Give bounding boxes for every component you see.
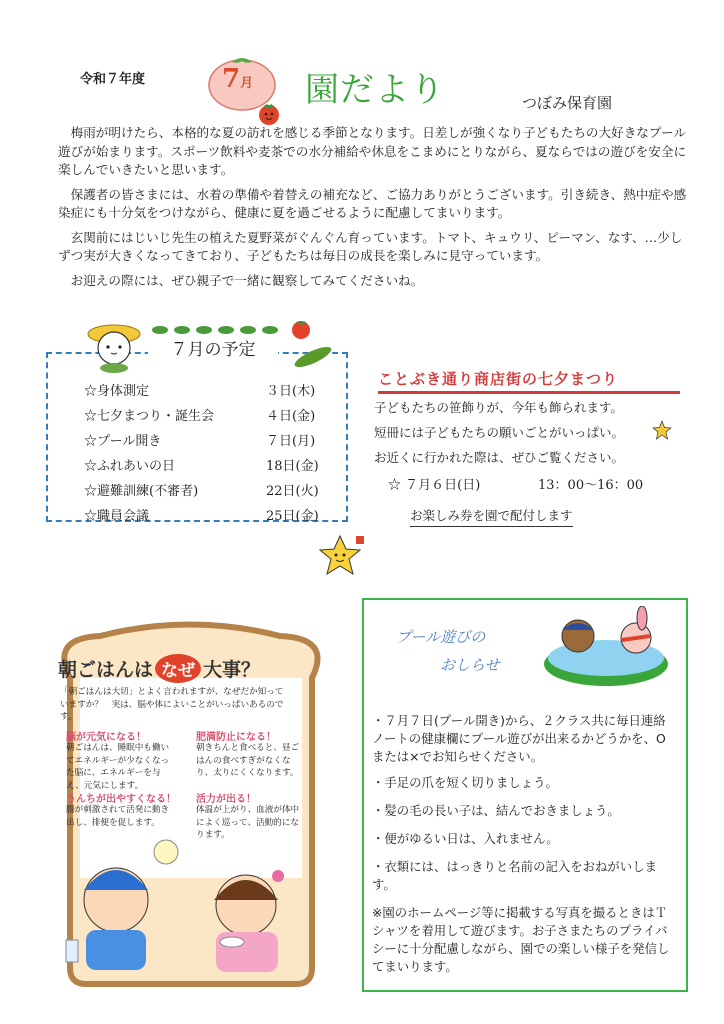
star-character-icon (318, 534, 366, 578)
intro-paragraph: 保護者の皆さまには、水着の準備や着替えの補充など、ご協力ありがとうございます。引き続き、熱中症や感染症にも十分気をつけながら、健康に夏を過ごせるように配慮してまいります。 (58, 186, 687, 220)
breakfast-text: 朝きちんと食べると、昼ごはんの食べすぎがなくなり、太りにくくなります。 (196, 743, 300, 778)
cat-farmer-icon (84, 318, 144, 374)
schedule-title: ７月の予定 (148, 336, 278, 364)
tanabata-line: 短冊には子どもたちの願いごとがいっぱい。 (374, 425, 625, 440)
breakfast-lead: 「朝ごはんは大切」とよく言われますが、なぜだか知っていますか？ 実は、脳や体によいことがいっぱいあるのです。 (60, 687, 284, 722)
breakfast-subtitle: 肥満防止になる！ (196, 732, 276, 743)
intro-paragraph: 玄関前にはじいじ先生の植えた夏野菜がぐんぐん育っています。トマト、キュウリ、ピーマン、なす、…少しずつ実が大きくなってきており、子どもたちは毎日の成長を楽しみに見守っています。 (58, 229, 683, 263)
fiscal-year: 令和７年度 (80, 72, 146, 87)
pool-notice-item: ・便がゆるい日は、入れません。 (372, 831, 559, 846)
breakfast-subtitle: 脳が元気になる！ (66, 732, 146, 743)
pool-notice-item: ・衣類には、はっきりと名前の記入をおねがいします。 (372, 859, 657, 892)
newsletter-title: 園だより (305, 70, 445, 110)
school-name: つぼみ保育園 (522, 94, 613, 112)
pool-notice-item: ・７月７日(プール開き)から、２クラス共に毎日連絡ノートの健康欄にプール遊びが出来るかどうかを、Oまたは×でお知らせください。 (372, 713, 666, 764)
breakfast-text: 腸が刺激されて活発に動き出し、排便を促します。 (66, 805, 170, 828)
pool-notice-item: ・髪の毛の長い子は、結んでおきましょう。 (372, 803, 620, 818)
tomato-icon (288, 318, 314, 340)
pool-title-line2: おしらせ (440, 656, 500, 674)
tanabata-line: お近くに行かれた際は、ぜひご覧ください。 (374, 450, 625, 465)
breakfast-subtitle: 活力が出る！ (196, 794, 256, 805)
pool-notice-item: ・手足の爪を短く切りましょう。 (372, 775, 558, 790)
cucumber-icon (290, 344, 336, 370)
pool-photo-note: ※園のホームページ等に掲載する写真を撮るときはＴシャツを着用して遊びます。お子さまたちのプライバシーに十分配慮しながら、園での楽しい様子を発信してまいります。 (372, 905, 670, 974)
pool-animals-icon (540, 606, 672, 692)
children-eating-icon (56, 830, 306, 980)
breakfast-text: 体温が上がり、血液が体中によく巡って、活動的になります。 (196, 805, 300, 840)
sparkle-star-icon (652, 420, 672, 440)
tanabata-time: 13：00〜16：00 (538, 478, 644, 493)
breakfast-subtitle: うんちが出やすくなる！ (66, 794, 176, 805)
tanabata-line: 子どもたちの笹飾りが、今年も飾られます。 (374, 400, 624, 415)
breakfast-text: 朝ごはんは、睡眠中も働いてエネルギーが少なくなった脳に、エネルギーを与え、元気にします。 (66, 743, 170, 791)
tanabata-note: お楽しみ券を園で配付します (410, 506, 573, 527)
month-number: 7月 (222, 64, 254, 94)
intro-paragraph: お迎えの際には、ぜひ親子で一緒に観察してみてくださいね。 (70, 272, 424, 288)
breakfast-heading: 朝ごはんは なぜ 大事？ (58, 654, 260, 683)
intro-paragraph: 梅雨が明けたら、本格的な夏の訪れを感じる季節となります。日差しが強くなり子どもたちの大好きなプール遊びが始まります。スポーツ飲料や麦茶での水分補給や休息をこまめにとりながら、夏ならではの遊びを安全に楽しんでいきたいと思います。 (58, 125, 687, 177)
tanabata-title: ことぶき通り商店街の七夕まつり (378, 368, 680, 394)
tomato-character-icon (256, 100, 282, 126)
pool-title-line1: プール遊びの (396, 628, 486, 646)
intro-text (58, 124, 688, 296)
tanabata-date: ☆ ７月６日(日) (388, 478, 481, 493)
